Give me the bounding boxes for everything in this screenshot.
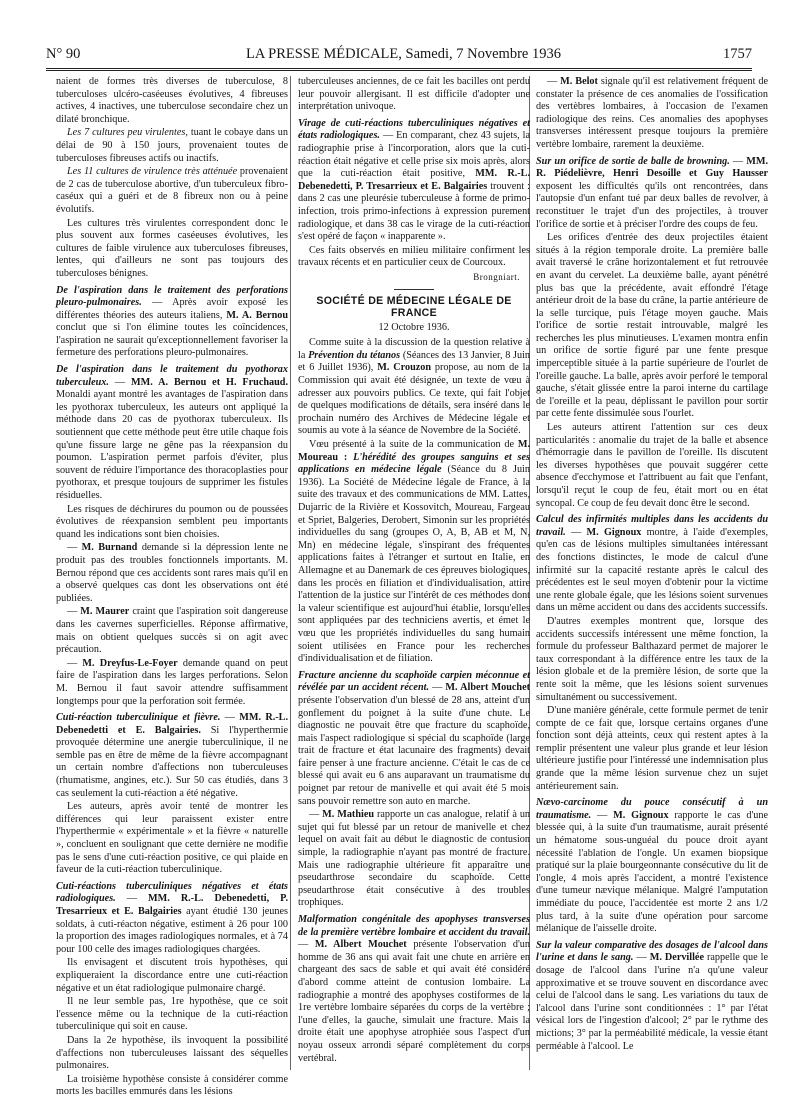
- journal-title: LA PRESSE MÉDICALE, Samedi, 7 Novembre 1936: [246, 46, 561, 62]
- text: tuant le cobaye dans un délai de 90 à 150 jours, provenaient toutes de tuberculoses fibreuses actifs ou inactifs.: [56, 127, 288, 164]
- author-name: M. Maurer: [80, 606, 130, 618]
- italic-phrase: Les 7 cultures peu virulentes,: [67, 127, 188, 139]
- section: [536, 940, 768, 1053]
- author-name: M. A. Bernou: [226, 309, 288, 321]
- paragraph: La troisième hypothèse consiste à considérer comme morts les bacilles emmurés dans les lésions: [56, 1073, 288, 1098]
- paragraph: Les cultures très virulentes correspondent donc le plus souvent aux formes caséeuses évolutives, les cultures de faible virulence aux tuberculoses fibreuses, lentes, qui d'ailleurs ne sont pas toujours des tuberculoses bénignes.: [56, 217, 288, 279]
- text: — Après avoir exposé les différentes théories des auteurs italiens,: [56, 297, 288, 321]
- text: signale qu'il est relativement fréquent de constater la présence de ces anomalies de l'ossification des vertèbres lombaires, à l'occasion de l'examen radiologique des reins. Ces anomalies des apophyses transverses intéressent presque toujours la première vertèbre lombaire, rarement la deuxième.: [536, 76, 769, 150]
- text: conclut que si l'on élimine toutes les coïncidences, l'aspiration ne saurait qu'exceptionnellement favoriser la fermeture des perforations pleuro-pulmonaires.: [56, 322, 288, 359]
- paragraph: [56, 166, 288, 216]
- author-name: MM. R. Piédelièvre, Henri Desoille et Guy Hausser: [536, 155, 768, 180]
- paragraph: Les auteurs, après avoir tenté de montrer les différences qui leur paraissent exister entre l'hyperthermie « expérimentale » et la fièvre « naturelle », concluent en soulignant que cette dernière ne modifie pas le sens d'une cuti-réaction positive, ce qui plaide en faveur de la cuti-réaction tuberculinique.: [56, 801, 288, 876]
- paragraph: — M. Dreyfus-Le-Foyer demande quand on peut faire de l'aspiration dans les larges perforations. Selon M. Bernou il faut savoir attendre suffisamment longtemps pour que la perforation soit fermée.: [56, 657, 288, 707]
- text: trouvent : dans 2 cas une pleurésie tuberculeuse à forme de primo-infection, trois primo-infections à expression purement radiologique, et dans 38 cas le virage de la cuti-réaction s'est opéré de façon « inapparente ».: [298, 180, 531, 243]
- section: [56, 364, 288, 503]
- section: [536, 156, 768, 232]
- section-heading: Sur la valeur comparative des dosages de l'alcool dans l'urine et dans le sang.: [536, 939, 768, 964]
- author-name: M. Mathieu: [322, 809, 375, 821]
- paragraph: tuberculeuses anciennes, de ce fait les bacilles ont perdu leur pouvoir allergisant. Il est difficile d'adopter une interprétation univoque.: [298, 76, 530, 113]
- paragraph: — M. Burnand demande si la dépression lente ne produit pas des troubles fonctionnels importants. M. Bernou répond que ces accidents sont rares mais qu'il en a observé quelques cas dont les observations ont été publiées.: [56, 542, 289, 604]
- text: demande quand on peut faire de l'aspiration dans les larges perforations. Selon M. Bernou il faut savoir attendre suffisamment longtemps pour que la perforation soit fermée.: [56, 657, 288, 707]
- paragraph: Dans la 2e hypothèse, ils invoquent la possibilité d'affections non tuberculeuses laissant des séquelles pulmonaires.: [56, 1034, 288, 1072]
- text: exposent les difficultés qu'ils ont rencontrées, dans l'autopsie d'un enfant tué par deux balles de revolver, à reconstituer le trajet d'un des projectiles, à trouver l'orifice de sortie et à préciser l'ordre des coups de feu.: [536, 180, 768, 230]
- text: rapporte un cas analogue, relatif à un sujet qui fut blessé par un retour de manivelle et chez lequel on avait fait au début le diagnostic de contusion simple, la radiographie n'ayant pas montré de fracture. Mais une radiographie ultérieure fit apparaître une pseudarthrose secondaire du scaphoïde. Cette pseudarthrose était consécutive à des troubles trophiques.: [298, 809, 531, 909]
- section: [56, 881, 288, 957]
- society-title: SOCIÉTÉ DE MÉDECINE LÉGALE DE FRANCE: [316, 294, 512, 320]
- text: —: [565, 526, 587, 538]
- column-2: [298, 76, 530, 1076]
- section: [56, 285, 288, 361]
- section: [536, 514, 768, 615]
- author-name: MM. R.-L. Debenedetti et E. Balgairies.: [56, 712, 288, 736]
- header-rule-2: [46, 70, 752, 71]
- paragraph: — M. Maurer craint que l'aspiration soit dangereuse dans les cavernes superficielles. Réponse affirmative, mais on obtient quelques succès si on agit avec précaution.: [56, 606, 289, 656]
- column-3: [536, 76, 768, 1076]
- author-name: MM. R.-L. Debenedetti, P. Tresarrieux et E. Balgairies: [298, 168, 530, 192]
- author-name: MM. A. Bernou et H. Fruchaud.: [131, 376, 289, 388]
- paragraph: [298, 439, 530, 666]
- text: —: [220, 712, 240, 724]
- section: [298, 118, 530, 244]
- paragraph: [298, 337, 530, 438]
- page-number-left: N° 90: [46, 46, 81, 62]
- separator-rule: [394, 289, 434, 290]
- section-heading: Virage de cuti-réactions tuberculiniques négatives et états radiologiques.: [298, 117, 530, 142]
- text: —: [429, 682, 446, 694]
- author-name: M. Gignoux: [613, 809, 669, 821]
- section-heading: De l'aspiration dans le traitement du pyothorax tuberculeux.: [56, 364, 288, 388]
- text: Si l'hyperthermie provoquée détermine une anergie tuberculinique, il ne semble pas en être de même de la fièvre accompagnant un certain nombre d'affections non tuberculeuses (rhumatisme, angines, etc.). Sur 50 cas étudiés, dans 3 cas seulement la cuti-réaction a été négative.: [56, 724, 288, 799]
- text: —: [108, 376, 131, 388]
- session-date: 12 Octobre 1936.: [378, 321, 450, 333]
- section-heading: Fracture ancienne du scaphoïde carpien méconnue et révélée par un accident récent.: [298, 669, 530, 694]
- author-name: M. Belot: [560, 76, 598, 87]
- author-name: M. Albert Mouchet: [314, 939, 407, 951]
- text: rapporte le cas d'une blessée qui, à la suite d'un traumatisme, aurait présenté un hématome sous-unguéal du pouce droit ayant nécessité l'ablation de l'ongle. Un examen biopsique pratiqué sur la plaie bourgeonnante consécutive du lit de l'ongle, 4 mois après l'accident, a montré l'existence d'une tumeur nævique mélanique. Malgré l'amputation immédiate du pouce, l'accidentée est morte 2 ans 1/2 plus tard, à la suite d'une opération pour sarcome mélanique de l'aisselle droite.: [536, 809, 768, 935]
- text: ayant étudié 130 jeunes soldats, à cuti-réacton négative, estiment à 26 pour 100 la proportion des images radiologiques normales, et à 74 pour 100 celle des images radiologiques chargées.: [56, 906, 288, 955]
- paragraph: D'autres exemples montrent que, lorsque des accidents successifs intéressent une même fonction, la formule du professeur Balthazard permet de majorer le taux correspondant à la différence entre les taux de la lésion globale et de la première lésion, de sorte que la rente soit la même, que les lésions soient survenues simultanément ou successivement.: [536, 615, 768, 703]
- text: provenaient de 2 cas de tuberculose abortive, d'un tuberculeux fibro-caséux qui a guéri et de 8 fibreux non ou à peine évolutifs.: [56, 166, 288, 215]
- text: rappelle que le dosage de l'alcool dans l'urine n'a qu'une valeur approximative et se trouve souvent en discordance avec celui de l'alcool dans le sang. Les variations du taux de l'alcool dans l'urine sont conditionnées : 1° par l'état vésical lors de l'ingestion d'alcool; 2° par le rythme des mictions; 3° par la perméabilité médicale, la vessie étant perméable à l'alcool. Le: [536, 952, 768, 1052]
- text: —: [115, 893, 148, 905]
- text: (Séances des 13 Janvier, 8 Juin et 6 Juillet 1936),: [298, 349, 530, 374]
- paragraph: Ils envisagent et discutent trois hypothèses, qui expliqueraient la discordance entre une cuti-réaction négative et un état radiologique pulmonaire chargé.: [56, 957, 288, 994]
- author-name: M. Crouzon: [377, 362, 432, 374]
- paragraph: Les auteurs attirent l'attention sur ces deux particularités : anomalie du trajet de la balle et absence d'hémorragie dans le pavillon de l'oreille. Ils discutent les diverses hypothèses que pouvait suggérer cette absence d'ecchymose et l'attribuent au fait que l'enfant, lorsqu'il reçut le coup de feu, était mort ou en état syncopal. Ce coup de feu devait donc être le second.: [536, 422, 768, 509]
- text: —: [547, 76, 561, 87]
- section-heading: Sur un orifice de sortie de balle de browning.: [536, 155, 730, 167]
- paragraph: [536, 76, 768, 152]
- text: — En comparant, chez 43 sujets, la radiographie prise à l'incorporation, alors que la cuti-réaction était négative et celle prise six mois après, alors que la cuti-réaction était positive,: [298, 130, 530, 180]
- text: —: [633, 952, 650, 964]
- author-name: MM. R.-L. Debenedetti, P. Tresarrieux et E. Balgairies: [56, 893, 288, 917]
- text: Comme suite à la discussion de la question relative à la: [298, 337, 530, 361]
- paragraph: Les risques de déchirures du poumon ou de poussées évolutives de réexpansion semblent peu importants quand les indications sont bien choisies.: [56, 503, 288, 540]
- text: —: [591, 809, 614, 821]
- paragraph: [56, 127, 288, 165]
- section: [56, 712, 288, 800]
- page-number-right: 1757: [723, 46, 752, 62]
- section-heading: Calcul des infirmités multiples dans les accidents du travail.: [536, 514, 768, 538]
- italic-phrase: Prévention du tétanos: [308, 349, 401, 361]
- header-rule: [46, 68, 752, 69]
- section-heading: De l'aspiration dans le traitement des perforations pleuro-pulmonaires.: [56, 284, 288, 309]
- paragraph: Les orifices d'entrée des deux projectiles étaient situés à la région temporale droite. La première balle avait traversé le crâne horizontalement et fut retrouvée en avant du cervelet. La deuxième balle, ayant pénétré plus bas que la précédente, avait effondré l'étage antérieur droit de la base du crâne, la partie antérieure de la selle turcique, puis l'étage moyen gauche. Mais l'orifice de sortie restait introuvable, malgré les recherches les plus minutieuses. L'examen montra enfin un orifice de sortie figuré par une fente presque imperceptible située à la partie supérieure de l'ourlet de l'oreille gauche. La balle, après avoir perforé le temporal gauche, s'était glissée entre la paroi interne du cartilage de l'oreille et la peau, déplissant le pavillon pour sortir par cette fente dissimulée sous l'ourlet.: [536, 232, 768, 420]
- paragraph: naient de formes très diverses de tuberculose, 8 tuberculoses ulcéro-caséeuses évolutives, 4 fibreuses actives, 4 inactives, une tuberculose secondaire chez un dilaté bronchique.: [56, 76, 288, 125]
- italic-phrase: Les 11 cultures de virulence très atténuée: [67, 166, 238, 178]
- column-1: [56, 76, 289, 1098]
- paragraph: Il ne leur semble pas, 1re hypothèse, que ce soit l'essence même ou la technique de la cuti-réaction tuberculinique qui soit en cause.: [56, 996, 288, 1033]
- text: —: [298, 939, 315, 951]
- author-name: M. Moureau :: [298, 439, 530, 463]
- text: craint que l'aspiration soit dangereuse dans les cavernes superficielles. Réponse affirmative, mais on obtient quelques succès si on agit avec précaution.: [56, 606, 289, 656]
- author-name: M. Gignoux: [586, 526, 642, 538]
- section-heading: Cuti-réaction tuberculinique et fièvre.: [56, 712, 221, 724]
- section: [298, 670, 530, 809]
- text: présente l'observation d'un homme de 36 ans qui avait fait une chute en arrière en chargeant des sacs de sable et qui avait été considéré d'abord comme atteint de contusion lombaire. La radiographie a montré des apophyses costiformes de la 1re vertèbre lombaire séparées du corps de la vertèbre ; l'une d'elles, la gauche, simulait une fracture. Mais la droite était une apophyse atrophiée sous l'aspect d'un noyau osseux arrondi séparé complètement du corps vertébral.: [298, 939, 530, 1064]
- text: (Séance du 8 Juin 1936). La Société de Médecine légale de France, à la suite des travaux et des communications de MM. Lattes, Dujarric de la Rivière et Kossovitch, Moureau, Fargeau et Spriet, Balgeries, Derobert, Simonin sur les propriétés individuelles du sang (groupes O, A, B, AB et M, N, Mn) en médecine légale, s'inspirant des fréquentes applications faites à l'étranger et surtout en Italie, en Allemagne et au Danemark de ces épreuves biologiques, dans les procès en filiation et d'individualisation, attire l'attention de la justice sur l'intérêt de ces méthodes dont la valeur scientifique est aujourd'hui établie, lorsqu'elles sont appliquées par des techniciens avertis, et émet le vœu que les propriétés individuelles du sang humain soient utilisées en France pour les recherches d'individualisation et de filiation.: [298, 464, 530, 665]
- italic-phrase: L'hérédité des groupes sanguins et ses applications en médecine légale: [298, 451, 531, 476]
- text: —: [729, 155, 747, 167]
- column-divider: [290, 76, 291, 1070]
- author-name: M. Albert Mouchet: [445, 682, 531, 694]
- text: Monaldi ayant montré les avantages de l'aspiration dans les pyothorax tuberculeux, les auteurs ont appliqué la méthode dans 20 cas de pyothorax tuberculeux. Ils soutiennent que cette méthode peut être utile chaque fois qu'une fissure large ne gêne pas la réexpansion du poumon. L'aspiration permet parfois d'éviter, plus souvent de réduire l'importance des thoracoplasties pour pyothorax, et presque toujours de supprimer les fistules résiduelles.: [56, 389, 288, 501]
- page-header: [46, 42, 752, 66]
- text: présente l'observation d'un blessé de 28 ans, atteint d'un gonflement du poignet à la suite d'une chute. Le diagnostic ne pouvait être que fracture du scaphoïde, mais l'aspect radiologique si spécial du scaphoïde (large trait de fracture et état lacunaire des fragments) devait faire penser à une fracture ancienne. C'était le cas de ce blessé qui avait eu 6 ans auparavant un traumatisme du poignet par retour de manivelle et qui avait été 5 mois sans pouvoir remettre son auto en marche.: [298, 694, 530, 807]
- text: Vœu présenté à la suite de la communication de: [309, 439, 518, 451]
- paragraph: — M. Mathieu rapporte un cas analogue, relatif à un sujet qui fut blessé par un retour de manivelle et chez lequel on avait fait au début le diagnostic de contusion simple, la radiographie n'ayant pas montré de fracture. Mais une radiographie ultérieure fit apparaître une pseudarthrose secondaire du scaphoïde. Cette pseudarthrose était consécutive à des troubles trophiques.: [298, 809, 531, 909]
- text: demande si la dépression lente ne produit pas des troubles fonctionnels importants. M. Bernou répond que ces accidents sont rares mais qu'il en a observé quelques cas dont les observations ont été publiées.: [56, 542, 289, 604]
- section: [298, 914, 530, 1065]
- author-name: M. Dervillée: [649, 952, 704, 964]
- section-heading: Malformation congénitale des apophyses transverses de la première vertèbre lombaire et accident du travail.: [298, 914, 530, 938]
- paragraph: Ces faits observés en milieu militaire confirment les travaux récents et en particulier ceux de Courcoux.: [298, 244, 530, 269]
- paragraph: D'une manière générale, cette formule permet de tenir compte de ce fait que, lorsque certains organes d'une fonction sont déjà atteints, ceux qui restent aptes à la remplir présentent une valeur plus grande et leur lésion ultérieure justifie pour l'intéressé une indemnisation plus grande que la même lésion survenue chez un sujet antérieurement sain.: [536, 705, 768, 792]
- text: propose, au nom de la Commission qui avait été désignée, un texte de vœu à adresser aux pouvoirs publics. Ce texte, qui fait l'objet de quelques modifications de détails, sera inséré dans le prochain numéro des Archives de Médecine légale et soumis au vote à la séance de Novembre de la Société.: [298, 362, 530, 437]
- section: [536, 797, 768, 936]
- section-heading: Nævo-carcinome du pouce consécutif à un traumatisme.: [536, 797, 768, 821]
- section-heading: Cuti-réactions tuberculiniques négatives et états radiologiques.: [56, 880, 288, 905]
- author-name: M. Dreyfus-Le-Foyer: [82, 657, 178, 669]
- text: montre, à l'aide d'exemples, qu'en cas de lésions multiples simultanées intéressant des fonctions distinctes, le mode de calcul d'une infirmité sur la capacité restante après le calcul des précédentes est le seul moyen d'obtenir pour la victime une rente globale égale, que les lésions soient survenues dans un même accident ou dans des accidents successifs.: [536, 526, 769, 614]
- author-name: M. Burnand: [81, 542, 138, 554]
- signature: Brongniart.: [473, 271, 520, 282]
